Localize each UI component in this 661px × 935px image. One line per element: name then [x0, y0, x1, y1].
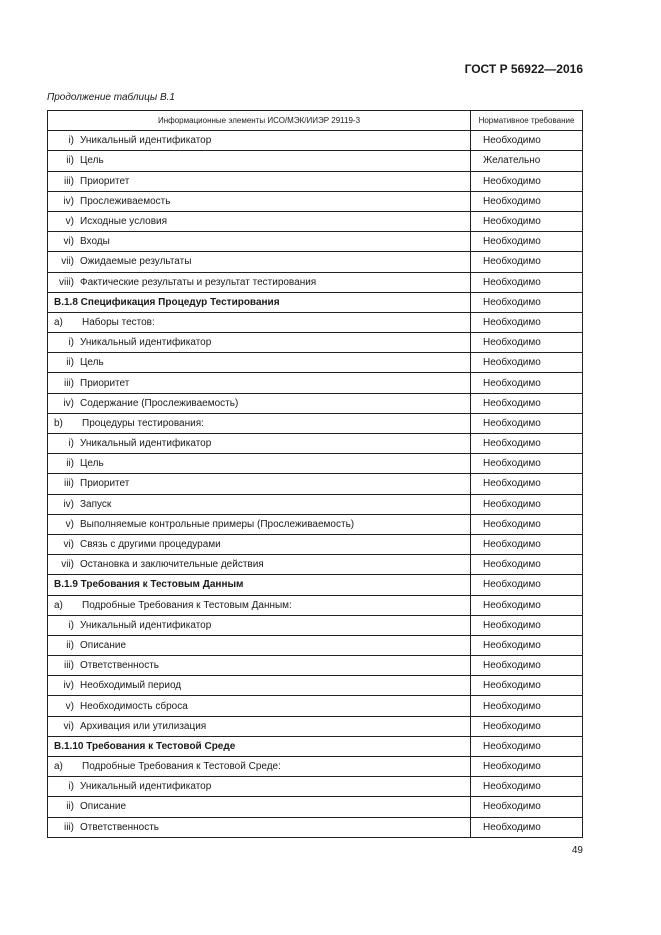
table-row	[48, 393, 583, 413]
table-row	[48, 514, 583, 534]
element-cell	[48, 211, 471, 231]
table-row	[48, 413, 583, 433]
item-number: ii)	[66, 155, 74, 167]
item-text: Описание	[80, 801, 127, 813]
requirement-cell: Необходимо	[471, 252, 583, 272]
requirement-cell: Необходимо	[471, 272, 583, 292]
requirement-cell: Необходимо	[471, 171, 583, 191]
item-text: Приоритет	[80, 377, 130, 389]
table-row	[48, 555, 583, 575]
item-text: Запуск	[80, 498, 112, 510]
requirement-cell: Необходимо	[471, 373, 583, 393]
element-cell	[48, 454, 471, 474]
requirement-cell: Необходимо	[471, 312, 583, 332]
item-number: v)	[65, 700, 74, 712]
requirement-cell: Необходимо	[471, 615, 583, 635]
item-number: i)	[68, 438, 74, 450]
element-cell	[48, 757, 471, 777]
item-text: Наборы тестов:	[82, 316, 155, 328]
item-text: Цель	[80, 458, 104, 470]
element-cell	[48, 434, 471, 454]
element-cell	[48, 171, 471, 191]
item-text: Уникальный идентификатор	[80, 619, 212, 631]
item-text: Уникальный идентификатор	[80, 337, 212, 349]
table-row	[48, 534, 583, 554]
item-text: Архивация или утилизация	[80, 720, 207, 732]
section-row	[48, 736, 583, 756]
item-number: i)	[68, 337, 74, 349]
table-row	[48, 191, 583, 211]
item-number: iii)	[64, 660, 74, 672]
table-row	[48, 252, 583, 272]
item-number: ii)	[66, 801, 74, 813]
item-text: Необходимый период	[80, 680, 182, 692]
table-row	[48, 777, 583, 797]
table-row	[48, 494, 583, 514]
element-cell	[48, 696, 471, 716]
table-row	[48, 797, 583, 817]
section-row	[48, 575, 583, 595]
element-cell	[48, 676, 471, 696]
table-row	[48, 272, 583, 292]
table-row	[48, 151, 583, 171]
requirement-cell: Необходимо	[471, 514, 583, 534]
table-row	[48, 474, 583, 494]
requirement-cell: Необходимо	[471, 656, 583, 676]
table-row	[48, 353, 583, 373]
item-number: b)	[54, 417, 63, 429]
item-number: vii)	[61, 256, 74, 268]
item-text: Подробные Требования к Тестовой Среде:	[82, 761, 281, 773]
item-text: Цель	[80, 357, 104, 369]
item-number: iv)	[63, 498, 74, 510]
requirement-cell: Желательно	[471, 151, 583, 171]
item-number: ii)	[66, 458, 74, 470]
table-caption: Продолжение таблицы В.1	[47, 92, 175, 103]
table-row	[48, 716, 583, 736]
element-cell	[48, 413, 471, 433]
item-number: v)	[65, 518, 74, 530]
requirement-cell: Необходимо	[471, 777, 583, 797]
requirement-cell: Необходимо	[471, 817, 583, 837]
requirement-cell: Необходимо	[471, 292, 583, 312]
element-cell	[48, 252, 471, 272]
item-text: Связь с другими процедурами	[80, 539, 221, 551]
item-number: iii)	[64, 821, 74, 833]
item-number: vi)	[63, 720, 74, 732]
table-row	[48, 312, 583, 332]
element-cell	[48, 474, 471, 494]
element-cell	[48, 777, 471, 797]
element-cell	[48, 817, 471, 837]
element-cell	[48, 656, 471, 676]
table-row	[48, 232, 583, 252]
requirement-cell: Необходимо	[471, 131, 583, 151]
table-row	[48, 434, 583, 454]
table-row	[48, 211, 583, 231]
table-row	[48, 171, 583, 191]
section-row	[48, 292, 583, 312]
requirement-cell: Необходимо	[471, 575, 583, 595]
item-number: iii)	[64, 175, 74, 187]
requirements-table	[47, 110, 583, 838]
element-cell	[48, 514, 471, 534]
element-cell	[48, 292, 471, 312]
requirement-cell: Необходимо	[471, 353, 583, 373]
table-row	[48, 454, 583, 474]
item-number: a)	[54, 599, 63, 611]
table-row	[48, 635, 583, 655]
requirement-cell: Необходимо	[471, 232, 583, 252]
column-header-requirement: Нормативное требование	[471, 111, 583, 131]
table-row	[48, 131, 583, 151]
item-text: Приоритет	[80, 175, 130, 187]
item-text: Уникальный идентификатор	[80, 438, 212, 450]
element-cell	[48, 716, 471, 736]
item-number: iv)	[63, 680, 74, 692]
table-row	[48, 656, 583, 676]
requirement-cell: Необходимо	[471, 736, 583, 756]
item-number: vi)	[63, 539, 74, 551]
table-row	[48, 595, 583, 615]
requirement-cell: Необходимо	[471, 757, 583, 777]
element-cell	[48, 615, 471, 635]
item-number: i)	[68, 781, 74, 793]
requirement-cell: Необходимо	[471, 696, 583, 716]
requirement-cell: Необходимо	[471, 434, 583, 454]
section-title: В.1.9 Требования к Тестовым Данным	[54, 579, 244, 591]
item-text: Выполняемые контрольные примеры (Прослеживаемость)	[80, 518, 355, 530]
item-text: Процедуры тестирования:	[82, 417, 204, 429]
item-text: Описание	[80, 639, 127, 651]
item-number: iv)	[63, 195, 74, 207]
element-cell	[48, 575, 471, 595]
element-cell	[48, 393, 471, 413]
requirement-cell: Необходимо	[471, 333, 583, 353]
element-cell	[48, 494, 471, 514]
item-text: Цель	[80, 155, 104, 167]
item-text: Необходимость сброса	[80, 700, 188, 712]
item-number: i)	[68, 619, 74, 631]
element-cell	[48, 353, 471, 373]
document-code: ГОСТ Р 56922—2016	[464, 62, 583, 76]
item-text: Фактические результаты и результат тестирования	[80, 276, 317, 288]
element-cell	[48, 797, 471, 817]
table-row	[48, 373, 583, 393]
item-number: iii)	[64, 478, 74, 490]
section-title: В.1.8 Спецификация Процедур Тестирования	[54, 296, 280, 308]
item-text: Ответственность	[80, 660, 159, 672]
requirement-cell: Необходимо	[471, 191, 583, 211]
item-number: vi)	[63, 236, 74, 248]
requirement-cell: Необходимо	[471, 716, 583, 736]
requirement-cell: Необходимо	[471, 676, 583, 696]
item-text: Ожидаемые результаты	[80, 256, 192, 268]
item-number: i)	[68, 135, 74, 147]
item-text: Исходные условия	[80, 216, 168, 228]
item-text: Уникальный идентификатор	[80, 781, 212, 793]
item-number: a)	[54, 316, 63, 328]
element-cell	[48, 232, 471, 252]
table-row	[48, 333, 583, 353]
element-cell	[48, 373, 471, 393]
item-text: Входы	[80, 236, 110, 248]
item-number: iv)	[63, 397, 74, 409]
section-title: В.1.10 Требования к Тестовой Среде	[54, 740, 236, 752]
item-number: a)	[54, 761, 63, 773]
element-cell	[48, 151, 471, 171]
requirement-cell: Необходимо	[471, 555, 583, 575]
element-cell	[48, 736, 471, 756]
item-text: Уникальный идентификатор	[80, 135, 212, 147]
item-number: vii)	[61, 559, 74, 571]
item-text: Содержание (Прослеживаемость)	[80, 397, 239, 409]
page-number: 49	[571, 845, 583, 856]
requirement-cell: Необходимо	[471, 534, 583, 554]
item-number: ii)	[66, 639, 74, 651]
requirement-cell: Необходимо	[471, 211, 583, 231]
requirement-cell: Необходимо	[471, 454, 583, 474]
element-cell	[48, 534, 471, 554]
element-cell	[48, 131, 471, 151]
requirement-cell: Необходимо	[471, 413, 583, 433]
element-cell	[48, 333, 471, 353]
item-number: iii)	[64, 377, 74, 389]
item-text: Остановка и заключительные действия	[80, 559, 264, 571]
requirement-cell: Необходимо	[471, 393, 583, 413]
element-cell	[48, 635, 471, 655]
requirement-cell: Необходимо	[471, 635, 583, 655]
table-header-row	[48, 111, 583, 131]
requirement-cell: Необходимо	[471, 494, 583, 514]
element-cell	[48, 312, 471, 332]
item-text: Ответственность	[80, 821, 159, 833]
table-row	[48, 757, 583, 777]
table-body	[48, 131, 583, 838]
table-row	[48, 676, 583, 696]
requirement-cell: Необходимо	[471, 797, 583, 817]
item-number: ii)	[66, 357, 74, 369]
table-row	[48, 696, 583, 716]
element-cell	[48, 595, 471, 615]
item-number: v)	[65, 216, 74, 228]
table-row	[48, 615, 583, 635]
item-text: Прослеживаемость	[80, 195, 171, 207]
element-cell	[48, 191, 471, 211]
element-cell	[48, 272, 471, 292]
item-text: Приоритет	[80, 478, 130, 490]
element-cell	[48, 555, 471, 575]
item-text: Подробные Требования к Тестовым Данным:	[82, 599, 292, 611]
requirement-cell: Необходимо	[471, 474, 583, 494]
table-row	[48, 817, 583, 837]
requirement-cell: Необходимо	[471, 595, 583, 615]
item-number: viii)	[59, 276, 74, 288]
column-header-elements: Информационные элементы ИСО/МЭК/ИИЭР 29119-3	[48, 111, 471, 131]
